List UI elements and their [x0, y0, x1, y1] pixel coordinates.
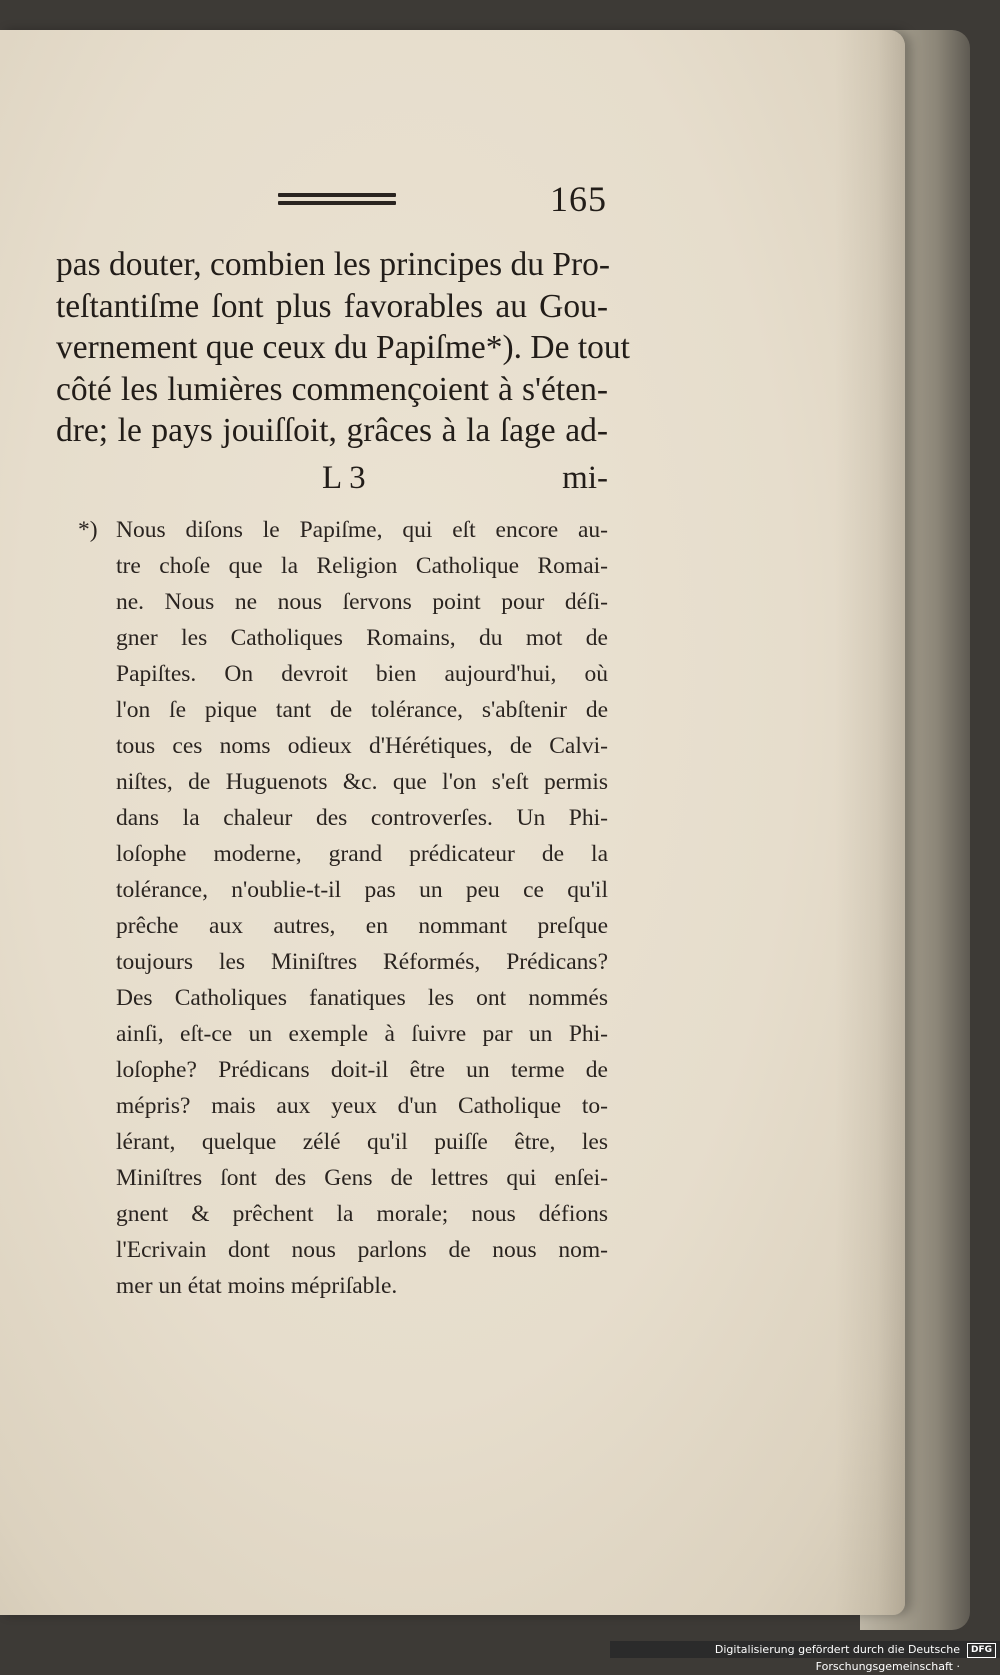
catchword: mi- [562, 460, 608, 496]
text-line: dre; le pays jouiſſoit, grâces à la ſage ad- [56, 412, 608, 449]
footnote-line: mer un état moins mépriſable. [116, 1273, 398, 1299]
text-line: teſtantiſme ſont plus favorables au Gou- [56, 287, 608, 325]
dfg-logo-icon: DFG [967, 1643, 996, 1658]
footnote [78, 512, 608, 1304]
footnote-line: Miniſtres ſont des Gens de lettres qui enſei- [116, 1165, 608, 1191]
text-line: pas douter, combien les principes du Pro- [56, 246, 611, 283]
footnote-line: gnent & prêchent la morale; nous défions [116, 1201, 608, 1227]
footnote-line: tolérance, n'oublie-t-il pas un peu ce qu'il [116, 877, 608, 903]
footnote-line: dans la chaleur des controverſes. Un Phi- [116, 805, 608, 831]
digitization-credit [610, 1641, 1000, 1673]
footnote-line: prêche aux autres, en nommant preſque [116, 913, 608, 939]
footnote-line: l'Ecrivain dont nous parlons de nous nom- [116, 1237, 608, 1263]
footnote-line: tre choſe que la Religion Catholique Romai- [116, 553, 608, 579]
footnote-line: lérant, quelque zélé qu'il puiſſe être, les [116, 1129, 608, 1155]
footnote-line: mépris? mais aux yeux d'un Catholique to- [116, 1093, 608, 1119]
footnote-line: niſtes, de Huguenots &c. que l'on s'eſt permis [116, 769, 608, 795]
footnote-line: Des Catholiques fanatiques les ont nommés [116, 985, 608, 1011]
footnote-line: loſophe moderne, grand prédicateur de la [116, 841, 608, 867]
footnote-marker: *) [78, 517, 98, 543]
ornament-rule-line [278, 193, 396, 197]
footnote-line: Papiſtes. On devroit bien aujourd'hui, où [116, 661, 608, 687]
text-line: vernement que ceux du Papiſme*). De tout [56, 329, 630, 366]
footnote-line: tous ces noms odieux d'Hérétiques, de Calvi- [116, 733, 608, 759]
footnote-line: ainſi, eſt-ce un exemple à ſuivre par un Phi- [116, 1021, 608, 1047]
head-ornament-rule [278, 193, 396, 205]
text-line: côté les lumières commençoient à s'éten- [56, 370, 608, 408]
page-number: 165 [550, 179, 607, 219]
signature-mark: L 3 [322, 460, 366, 496]
footnote-line: ne. Nous ne nous ſervons point pour déſi- [116, 589, 608, 615]
footnote-line: gner les Catholiques Romains, du mot de [116, 625, 608, 651]
credit-text: Digitalisierung gefördert durch die Deutsche Forschungsgemeinschaft · [714, 1643, 960, 1673]
footnote-line: loſophe? Prédicans doit-il être un terme de [116, 1057, 608, 1083]
page-shading [835, 30, 905, 1615]
footnote-line: l'on ſe pique tant de tolérance, s'abſtenir de [116, 697, 608, 723]
main-text-block [56, 244, 630, 452]
signature-row [56, 460, 608, 502]
footnote-line: toujours les Miniſtres Réformés, Prédicans? [116, 949, 608, 975]
footnote-body [116, 512, 608, 1304]
ornament-rule-line [278, 201, 396, 205]
footnote-line: Nous diſons le Papiſme, qui eſt encore au- [116, 517, 608, 543]
